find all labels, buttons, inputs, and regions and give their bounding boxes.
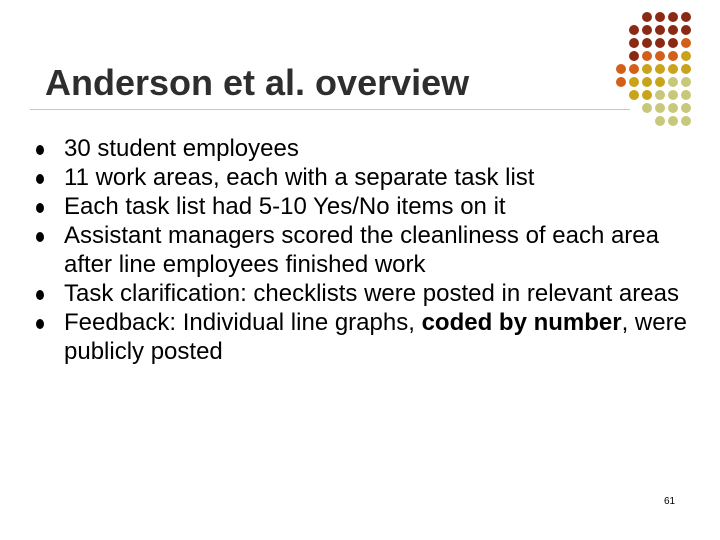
decorative-dot [642,64,652,74]
decorative-dot [655,64,665,74]
bullet-item [36,192,696,221]
bullet-text: 11 work areas, each with a separate task list [64,164,535,191]
decorative-dot [642,25,652,35]
decorative-dot [655,51,665,61]
decorative-dot [616,77,626,87]
decorative-dot [655,90,665,100]
slide-number: 61 [664,496,676,507]
decorative-dot [681,12,691,22]
decorative-dot [642,38,652,48]
decorative-dot [655,12,665,22]
bullet-item [36,134,696,163]
decorative-dot [681,25,691,35]
title-divider [30,109,630,110]
decorative-dot [629,51,639,61]
decorative-dot [668,90,678,100]
decorative-dot [655,103,665,113]
bullet-item [36,221,696,279]
bullet-text: Assistant managers scored the cleanliness of each area after line employees finished work [64,222,659,278]
decorative-dot [681,51,691,61]
decorative-dot [668,64,678,74]
bullet-marker [36,232,44,242]
decorative-dot [681,38,691,48]
decorative-dot [642,103,652,113]
decorative-dot [681,64,691,74]
decorative-dot [681,116,691,126]
bullet-text-part: , were publicly posted [64,309,687,365]
bullet-marker [36,319,44,329]
decorative-dot [668,116,678,126]
decorative-dot [642,90,652,100]
bullet-marker [36,290,44,300]
decorative-dot [629,77,639,87]
decorative-dot [681,90,691,100]
decorative-dot [616,64,626,74]
decorative-dot [655,38,665,48]
decorative-dot [655,25,665,35]
decorative-dot [655,77,665,87]
bullet-item [36,279,696,308]
decorative-dot [629,64,639,74]
decorative-dot [668,25,678,35]
bullet-item [36,308,696,366]
bullet-text: Each task list had 5-10 Yes/No items on it [64,193,506,220]
bullet-text-bold: coded by number [421,309,622,336]
decorative-dot [668,38,678,48]
decorative-dot [668,77,678,87]
decorative-dot [655,116,665,126]
bullet-text: Task clarification: checklists were posted in relevant areas [64,280,679,307]
bullet-list [36,134,696,366]
decorative-dot [629,38,639,48]
bullet-item [36,163,696,192]
decorative-dot [642,51,652,61]
decorative-dot [668,51,678,61]
bullet-text: 30 student employees [64,135,299,162]
slide-title: Anderson et al. overview [45,62,470,103]
decorative-dot [681,77,691,87]
bullet-marker [36,174,44,184]
decorative-dot [629,90,639,100]
decorative-dot [642,77,652,87]
decorative-dot [668,12,678,22]
decorative-dot [668,103,678,113]
decorative-dot [629,25,639,35]
bullet-text-part: Feedback: Individual line graphs, [64,309,422,336]
bullet-marker [36,203,44,213]
bullet-marker [36,145,44,155]
decorative-dot [681,103,691,113]
decorative-dot [642,12,652,22]
